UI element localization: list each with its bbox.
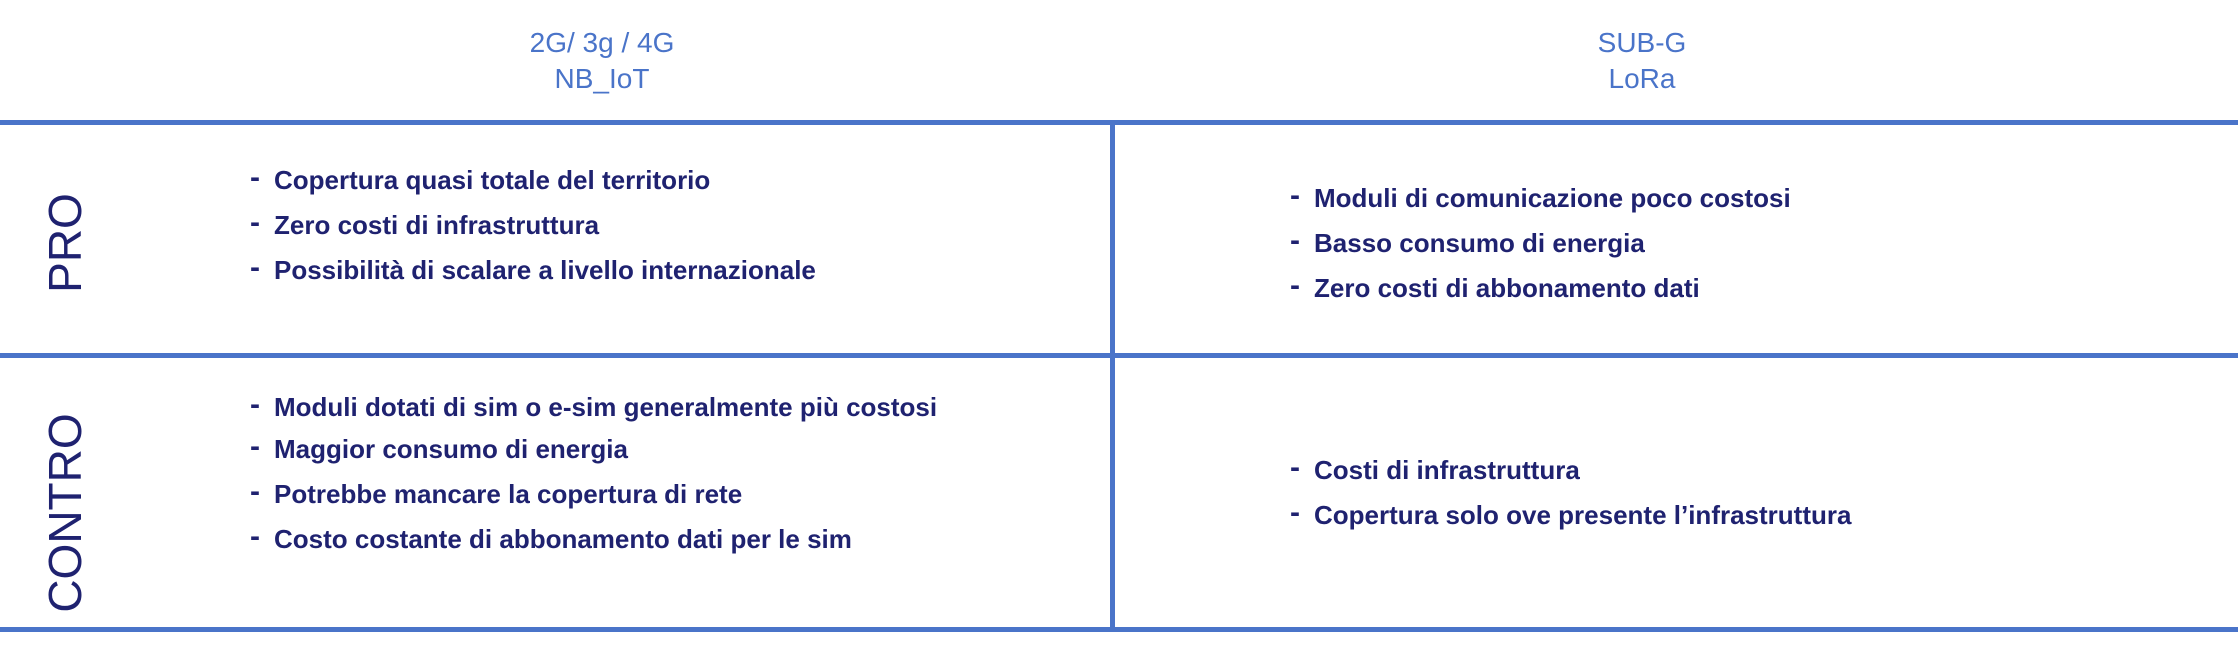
list-item-text: Zero costi di infrastruttura [274,210,600,240]
table-bottom-border [0,627,2238,632]
list-item [1290,269,2190,303]
dash-bullet-icon: - [250,206,260,239]
list-item [1290,496,2190,530]
list-item [1290,451,2190,485]
list-item [250,520,1010,554]
list-item-text: Costo costante di abbonamento dati per le sim [274,524,852,554]
column-header-subg [1442,25,1842,97]
list-item-text: Potrebbe mancare la copertura di rete [274,479,743,509]
column-header-cellular [402,25,802,97]
contro-cellular-list [250,388,1010,554]
list-item [250,388,1010,422]
list-item-text: Possibilità di scalare a livello internazionale [274,255,816,285]
dash-bullet-icon: - [250,251,260,284]
list-item [250,475,1010,509]
header-divider [0,120,2238,125]
list-item-text: Copertura quasi totale del territorio [274,165,711,195]
list-item [1290,179,2190,213]
dash-bullet-icon: - [250,161,260,194]
column-divider [1110,123,1115,631]
dash-bullet-icon: - [250,475,260,508]
pro-cellular-list [250,161,1070,285]
row-label-contro: CONTRO [39,413,91,613]
list-item [250,206,1070,240]
row-divider [0,353,2238,358]
column-header-line: LoRa [1608,63,1676,94]
column-header-line: NB_IoT [554,63,650,94]
column-header-line: 2G/ 3g / 4G [529,27,675,58]
dash-bullet-icon: - [1290,224,1300,257]
dash-bullet-icon: - [1290,451,1300,484]
contro-subg-list [1290,451,2190,530]
pro-subg-list [1290,179,2190,303]
dash-bullet-icon: - [250,520,260,553]
dash-bullet-icon: - [250,388,260,421]
list-item [250,251,1070,285]
list-item [1290,224,2190,258]
list-item-text: Zero costi di abbonamento dati [1314,273,1700,303]
list-item-text: Costi di infrastruttura [1314,455,1580,485]
list-item-text: Basso consumo di energia [1314,228,1645,258]
dash-bullet-icon: - [1290,496,1300,529]
row-label-pro: PRO [39,193,91,293]
list-item-text: Moduli di comunicazione poco costosi [1314,183,1791,213]
list-item [250,161,1070,195]
dash-bullet-icon: - [1290,179,1300,212]
column-header-line: SUB-G [1597,27,1687,58]
list-item-text: Copertura solo ove presente l’infrastruttura [1314,500,1852,530]
list-item-text: Maggior consumo di energia [274,434,628,464]
list-item [250,430,1010,464]
list-item-text: Moduli dotati di sim o e-sim generalmente più costosi [274,392,938,422]
dash-bullet-icon: - [250,430,260,463]
dash-bullet-icon: - [1290,269,1300,302]
